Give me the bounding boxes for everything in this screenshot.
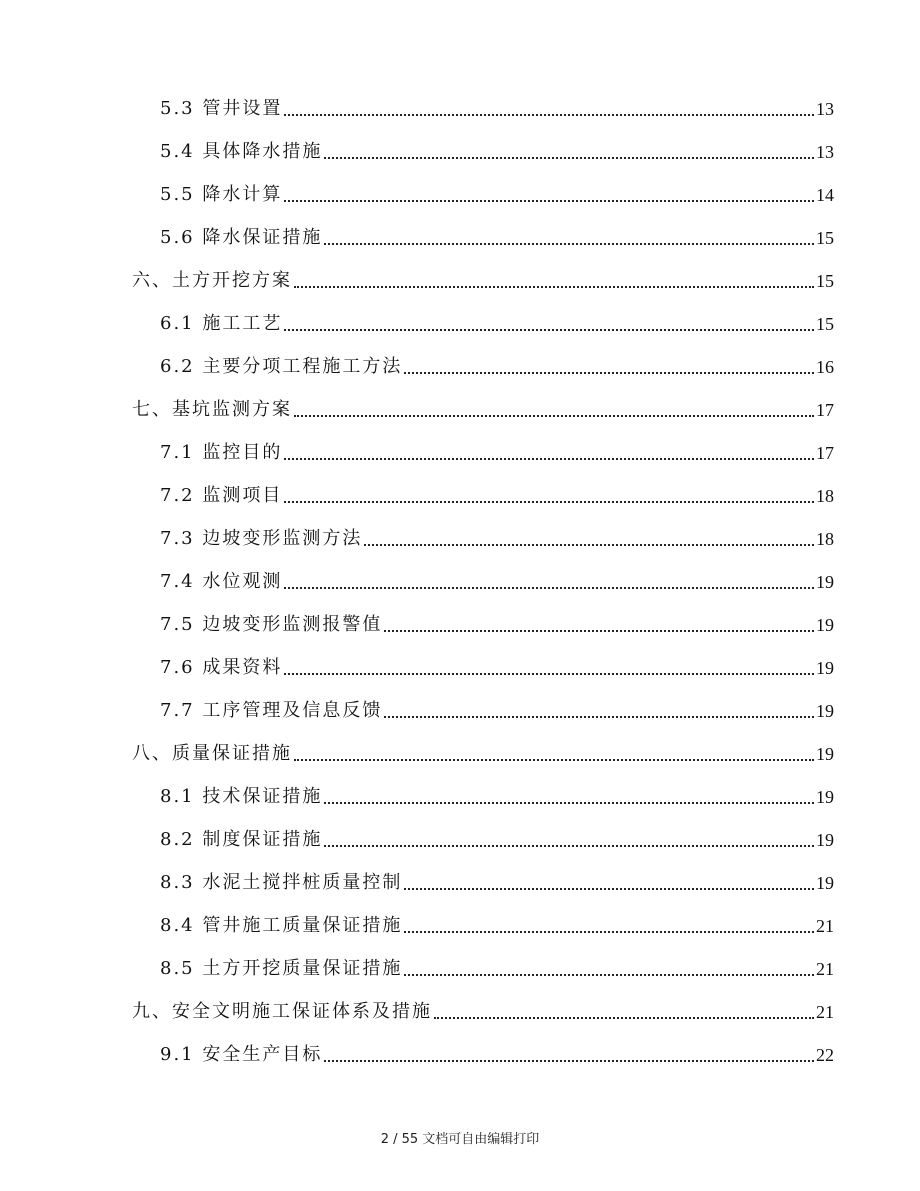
toc-entry-page: 19 <box>816 830 834 850</box>
toc-entry[interactable] <box>0 396 920 424</box>
toc-entry-page: 17 <box>816 400 834 420</box>
toc-entry-page: 16 <box>816 357 834 377</box>
toc-entry[interactable] <box>0 783 920 811</box>
toc-entry-page: 19 <box>816 873 834 893</box>
toc-entry-page: 21 <box>816 916 834 936</box>
toc-entry-title: 6.2 主要分项工程施工方法 <box>160 356 403 377</box>
toc-entry-page: 19 <box>816 744 834 764</box>
toc-entry-page: 19 <box>816 572 834 592</box>
toc-dot-leader <box>434 1017 814 1019</box>
toc-dot-leader <box>284 501 814 503</box>
toc-dot-leader <box>284 200 814 202</box>
toc-entry-page: 17 <box>816 443 834 463</box>
toc-entry[interactable] <box>0 826 920 854</box>
toc-dot-leader <box>284 673 814 675</box>
toc-entry-title: 5.5 降水计算 <box>160 184 283 205</box>
toc-entry-title: 7.7 工序管理及信息反馈 <box>160 700 383 721</box>
toc-entry-title: 8.5 土方开挖质量保证措施 <box>160 958 403 979</box>
toc-entry-title: 7.1 监控目的 <box>160 442 283 463</box>
toc-entry-title: 8.4 管井施工质量保证措施 <box>160 915 403 936</box>
toc-entry[interactable] <box>0 181 920 209</box>
toc-entry-page: 19 <box>816 787 834 807</box>
toc-entry[interactable] <box>0 310 920 338</box>
toc-entry[interactable] <box>0 869 920 897</box>
toc-entry[interactable] <box>0 654 920 682</box>
toc-entry-page: 22 <box>816 1045 834 1065</box>
toc-entry[interactable] <box>0 697 920 725</box>
toc-entry[interactable] <box>0 353 920 381</box>
toc-entry-title: 七、基坑监测方案 <box>132 399 292 420</box>
toc-entry-title: 5.6 降水保证措施 <box>160 227 323 248</box>
toc-dot-leader <box>384 716 814 718</box>
toc-entry[interactable] <box>0 138 920 166</box>
toc-dot-leader <box>284 329 814 331</box>
toc-dot-leader <box>284 114 814 116</box>
toc-entry[interactable] <box>0 998 920 1026</box>
toc-entry-title: 九、安全文明施工保证体系及措施 <box>132 1001 432 1022</box>
toc-entry-title: 六、土方开挖方案 <box>132 270 292 291</box>
toc-entry-title: 7.6 成果资料 <box>160 657 283 678</box>
toc-entry-title: 7.2 监测项目 <box>160 485 283 506</box>
toc-dot-leader <box>324 802 814 804</box>
toc-entry-page: 21 <box>816 959 834 979</box>
toc-entry-page: 15 <box>816 228 834 248</box>
toc-entry-page: 19 <box>816 701 834 721</box>
toc-dot-leader <box>324 1060 814 1062</box>
toc-entry-title: 8.1 技术保证措施 <box>160 786 323 807</box>
toc-dot-leader <box>404 888 814 890</box>
toc-entry-page: 18 <box>816 486 834 506</box>
toc-entry[interactable] <box>0 611 920 639</box>
toc-entry-page: 21 <box>816 1002 834 1022</box>
toc-entry[interactable] <box>0 439 920 467</box>
toc-dot-leader <box>404 372 814 374</box>
toc-dot-leader <box>294 415 814 417</box>
toc-entry-page: 13 <box>816 142 834 162</box>
toc-entry-title: 5.3 管井设置 <box>160 98 283 119</box>
toc-dot-leader <box>404 931 814 933</box>
toc-entry-title: 5.4 具体降水措施 <box>160 141 323 162</box>
toc-dot-leader <box>364 544 814 546</box>
toc-entry-page: 19 <box>816 658 834 678</box>
toc-dot-leader <box>324 845 814 847</box>
toc-dot-leader <box>384 630 814 632</box>
toc-entry-title: 8.3 水泥土搅拌桩质量控制 <box>160 872 403 893</box>
toc-entry-title: 8.2 制度保证措施 <box>160 829 323 850</box>
toc-entry[interactable] <box>0 740 920 768</box>
toc-dot-leader <box>294 759 814 761</box>
toc-entry[interactable] <box>0 568 920 596</box>
toc-entry[interactable] <box>0 955 920 983</box>
toc-entry[interactable] <box>0 267 920 295</box>
toc-dot-leader <box>404 974 814 976</box>
toc-entry[interactable] <box>0 912 920 940</box>
toc-entry-title: 八、质量保证措施 <box>132 743 292 764</box>
toc-entry-title: 9.1 安全生产目标 <box>160 1044 323 1065</box>
toc-entry-page: 13 <box>816 99 834 119</box>
toc-dot-leader <box>324 243 814 245</box>
toc-entry[interactable] <box>0 1041 920 1069</box>
toc-entry-title: 7.3 边坡变形监测方法 <box>160 528 363 549</box>
toc-entry[interactable] <box>0 224 920 252</box>
toc-entry-page: 15 <box>816 314 834 334</box>
page-footer: 2 / 55 文档可自由编辑打印 <box>380 1132 540 1147</box>
toc-entry-title: 7.5 边坡变形监测报警值 <box>160 614 383 635</box>
toc-dot-leader <box>284 587 814 589</box>
toc-entry-title: 6.1 施工工艺 <box>160 313 283 334</box>
toc-entry-page: 15 <box>816 271 834 291</box>
toc-entry-title: 7.4 水位观测 <box>160 571 283 592</box>
toc-entry-page: 19 <box>816 615 834 635</box>
toc-entry[interactable] <box>0 482 920 510</box>
toc-dot-leader <box>284 458 814 460</box>
toc-dot-leader <box>294 286 814 288</box>
toc-entry-page: 18 <box>816 529 834 549</box>
toc-entry[interactable] <box>0 95 920 123</box>
toc-entry-page: 14 <box>816 185 834 205</box>
toc-dot-leader <box>324 157 814 159</box>
toc-entry[interactable] <box>0 525 920 553</box>
